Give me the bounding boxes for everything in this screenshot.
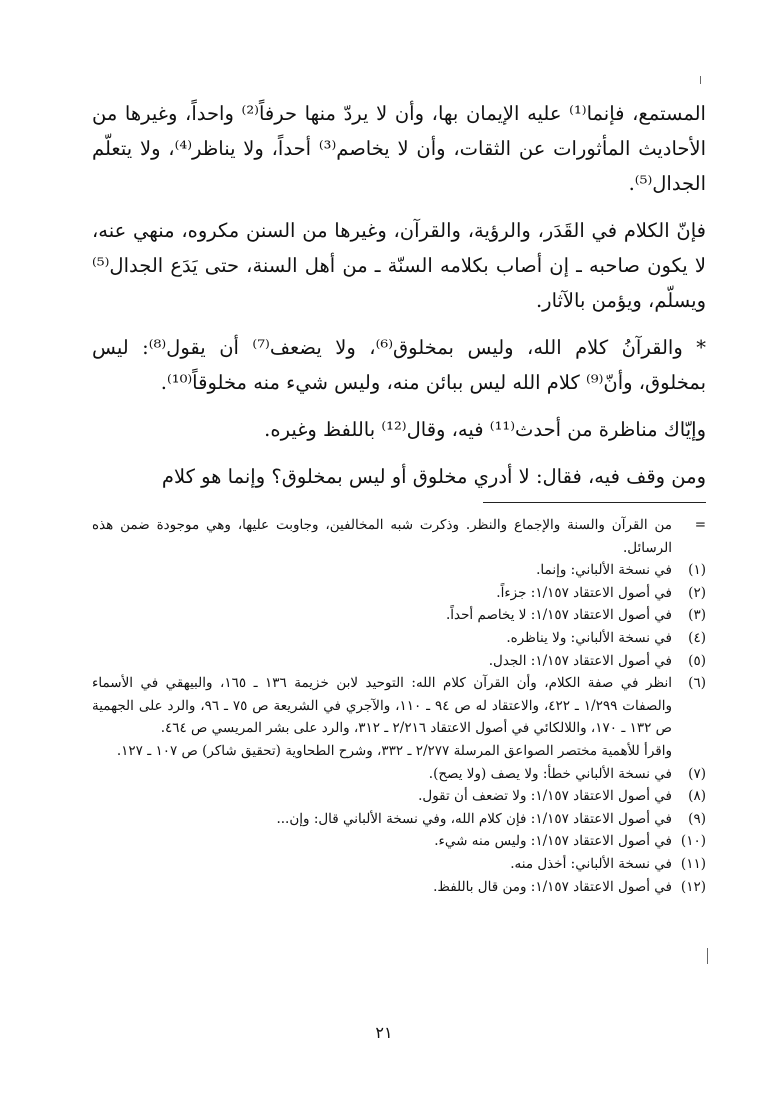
footnote: [92, 853, 706, 876]
footnote-number: (٦): [688, 675, 706, 692]
footnote-number: (٥): [688, 652, 706, 669]
footnote: [92, 876, 706, 899]
footnote-text: في أصول الاعتقاد ١/١٥٧: لا يخاصم أحداً.: [445, 607, 672, 624]
footnote: [92, 650, 706, 673]
footnote-number: =: [694, 517, 706, 533]
footnote-continuation: واقرأ للأهمية مختصر الصواعق المرسلة ٢/٢٧٧ ـ ٣٣٢، وشرح الطحاوية (تحقيق شاكر) ص ١٠٧ ـ ١٢٧.: [116, 742, 672, 759]
footnote-divider: [483, 502, 706, 503]
footnote-text: في نسخة الألباني: أخذل منه.: [510, 855, 672, 872]
footnote-text: في نسخة الألباني: ولا يناظره.: [506, 629, 672, 646]
paragraph-2: فإنّ الكلام في القَدَر، والرؤية، والقرآن، وغيرها من السنن مكروه، منهي عنه، لا يكون صاحبه ـ إن أصاب بكلامه السنّة ـ من أهل السنة، حتى يَدَع الجدال⁽⁵⁾ ويسلّم، ويؤمن بالآثار.: [92, 219, 706, 312]
paragraph-1: المستمع، فإنما⁽¹⁾ عليه الإيمان بها، وأن لا يردّ منها حرفاً⁽²⁾ واحداً، وغيرها من الأحاديث المأثورات عن الثقات، وأن لا يخاصم⁽³⁾ أحداً، ولا يناظر⁽⁴⁾، ولا يتعلّم الجدال⁽⁵⁾.: [92, 102, 706, 195]
footnote: [92, 672, 706, 740]
footnote-text: في أصول الاعتقاد ١/١٥٧: وليس منه شيء.: [434, 833, 672, 850]
margin-mark: [707, 948, 708, 964]
footnote: [92, 763, 706, 786]
footnote-number: (٤): [688, 629, 706, 646]
footnote-number: (٧): [688, 765, 706, 782]
margin-mark: [700, 76, 701, 84]
footnote: [92, 808, 706, 831]
main-text: [92, 96, 706, 506]
footnote-text: في نسخة الألباني خطأ: ولا يصف (ولا يصح).: [428, 765, 672, 782]
footnote-text: من القرآن والسنة والإجماع والنظر. وذكرت شبه المخالفين، وجاوبت عليها، وهي موجودة ضمن هذه الرسائل.: [92, 517, 672, 556]
footnote: [92, 785, 706, 808]
paragraph-3: * والقرآنُ كلام الله، وليس بمخلوق⁽⁶⁾، ولا يضعف⁽⁷⁾ أن يقول⁽⁸⁾: ليس بمخلوق، وأنّ⁽⁹⁾ كلام الله ليس ببائن منه، وليس شيء منه مخلوقاً⁽¹⁰⁾.: [92, 336, 706, 394]
footnote: [92, 830, 706, 853]
paragraph-4: وإيّاك مناظرة من أحدث⁽¹¹⁾ فيه، وقال⁽¹²⁾ باللفظ وغيره.: [264, 418, 706, 441]
footnote-text: في أصول الاعتقاد ١/١٥٧: جزءاً.: [496, 584, 672, 601]
footnotes: [92, 514, 706, 898]
footnote-number: (١٢): [680, 878, 706, 895]
footnote-number: (٩): [688, 810, 706, 827]
footnote-number: (٢): [688, 584, 706, 601]
footnote-text: في نسخة الألباني: وإنما.: [536, 562, 672, 579]
footnote-number: (٨): [688, 788, 706, 805]
footnote-number: (١): [688, 562, 706, 579]
footnote-text: في أصول الاعتقاد ١/١٥٧: فإن كلام الله، وفي نسخة الألباني قال: وإن...: [276, 810, 672, 827]
footnote-text: في أصول الاعتقاد ١/١٥٧: ولا تضعف أن تقول.: [418, 788, 672, 805]
footnote-number: (١٠): [680, 833, 706, 850]
footnote-text: في أصول الاعتقاد ١/١٥٧: ومن قال باللفظ.: [433, 878, 672, 895]
paragraph-5: ومن وقف فيه، فقال: لا أدري مخلوق أو ليس بمخلوق؟ وإنما هو كلام: [161, 465, 706, 488]
footnote: [92, 559, 706, 582]
footnote-number: (١١): [680, 855, 706, 872]
footnote-text: في أصول الاعتقاد ١/١٥٧: الجدل.: [488, 652, 672, 669]
footnote: [92, 604, 706, 627]
page-number: ٢١: [375, 1023, 393, 1042]
footnote: [92, 514, 706, 559]
footnote: [92, 582, 706, 605]
footnote: [92, 627, 706, 650]
footnote-number: (٣): [688, 607, 706, 624]
footnote-text: انظر في صفة الكلام، وأن القرآن كلام الله: التوحيد لابن خزيمة ١٣٦ ـ ١٦٥، والبيهقي في الأسماء والصفات ١/٢٩٩ ـ ٤٢٢، والاعتقاد له ص ٩٤ ـ ١١٠، والآجري في الشريعة ص ٧٥ ـ ٩٦، والرد على الجهمية ص ١٣٢ ـ ١٧٠، واللالكائي في أصول الاعتقاد ٢/٢١٦ ـ ٣١٢، والرد على بشر المريسي ص ٤٦٤.: [92, 675, 672, 737]
